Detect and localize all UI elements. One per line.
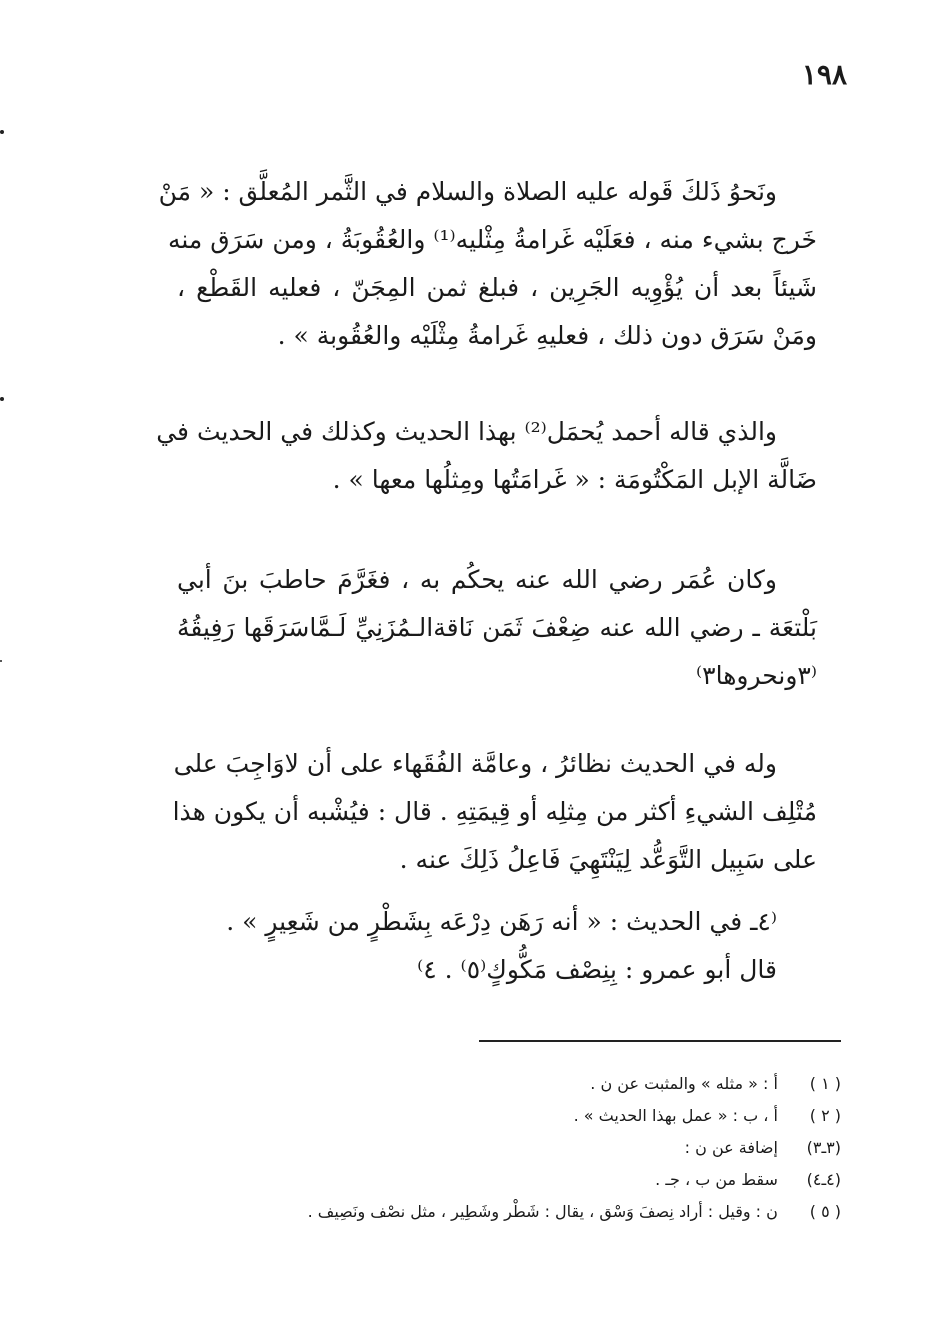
margin-mark [0,397,4,401]
footnote-number: ( ٢ ) [809,1106,841,1125]
text-line: قال أبو عمرو : بِنِصْف مَكُّوكٍ⁽٥⁾ . ٤⁾ [417,955,777,984]
footnote [141,1100,841,1132]
footnote-text: سقط من ب ، جـ . [655,1170,778,1189]
footnote [141,1068,841,1100]
footnote-text: أ ، ب : « عمل بهذا الحديث » . [573,1106,778,1125]
text-line: ونَحوُ ذَلكَ قَوله عليه الصلاة والسلام في الثَّمر المُعلَّق : « مَنْ [158,177,777,206]
footnote-number: (٤ـ٤) [806,1170,841,1189]
footnote [141,1196,841,1228]
margin-mark [0,130,4,134]
footnote-number: ( ١ ) [809,1074,841,1093]
text-line: شَيئاً بعد أن يُؤْوِيه الجَرِين ، فبلغ ثمن المِجَنّ ، فعليه القَطْع ، [177,273,817,302]
paragraph-5 [177,898,817,994]
footnote-divider [479,1040,841,1042]
paragraph-2 [156,408,817,504]
footnote [141,1132,841,1164]
footnote-text: ن : وقيل : أراد نِصفَ وَسْق ، يقال : شَطْر وشَطِير ، مثل نصْف ونَصِيف . [307,1202,778,1221]
text-line: على سَبِيل التَّوَعُّد لِيَنْتَهِيَ فَاعِلُ ذَلِكَ عنه . [399,845,817,874]
text-line: بَلْتعَة ـ رضي الله عنه ضِعْفَ ثَمَن نَاقةالـمُزَنِيِّ لَـمَّاسَرَقَها رَفِيقُهُ [177,613,817,642]
text-line: وكان عُمَر رضي الله عنه يحكُم به ، فغَرَّمَ حاطبَ بنَ أبي [177,565,777,594]
text-line: ضَالَّة الإبل المَكْتُومَة : « غَرامَتُها ومِثلُها معها » . [332,465,817,494]
text-line: ومَنْ سَرَق دون ذلك ، فعليهِ غَرامةُ مِثْلَيْه والعُقُوبة » . [277,321,817,350]
text-line: خَرج بشيء منه ، فعَلَيْه غَرامةُ مِثْليه⁽¹⁾ والعُقُوبَةُ ، ومن سَرَق منه [167,225,817,254]
text-line: والذي قاله أحمد يُحمَل⁽²⁾ بهذا الحديث وكذلك في الحديث في [156,417,777,446]
paragraph-4 [172,740,817,884]
footnote-number: ( ٥ ) [809,1202,841,1221]
paragraph-3 [177,556,817,700]
footnote [141,1164,841,1196]
text-line: وله في الحديث نظائرُ ، وعامَّة الفُقَهاء على أن لاوَاجِبَ على [173,749,777,778]
footnote-text: إضافة عن ن : [684,1138,778,1157]
footnotes [141,1068,841,1228]
text-line: ⁽٣ونحروها٣⁾ [696,661,817,690]
text-line: ⁽٤ـ في الحديث : « أنه رَهَن دِرْعَه بِشَطْرٍ من شَعِيرٍ » . [226,907,777,936]
footnote-text: أ : « مثله » والمثبت عن ن . [590,1074,778,1093]
page-number: ١٩٨ [801,58,847,91]
footnote-number: (٣ـ٣) [806,1138,841,1157]
margin-mark [0,660,2,662]
paragraph-1 [158,168,817,360]
text-line: مُتْلِف الشيءِ أكثر من مِثلِه أو قِيمَتِهِ . قال : فيُشْبه أن يكون هذا [172,797,817,826]
